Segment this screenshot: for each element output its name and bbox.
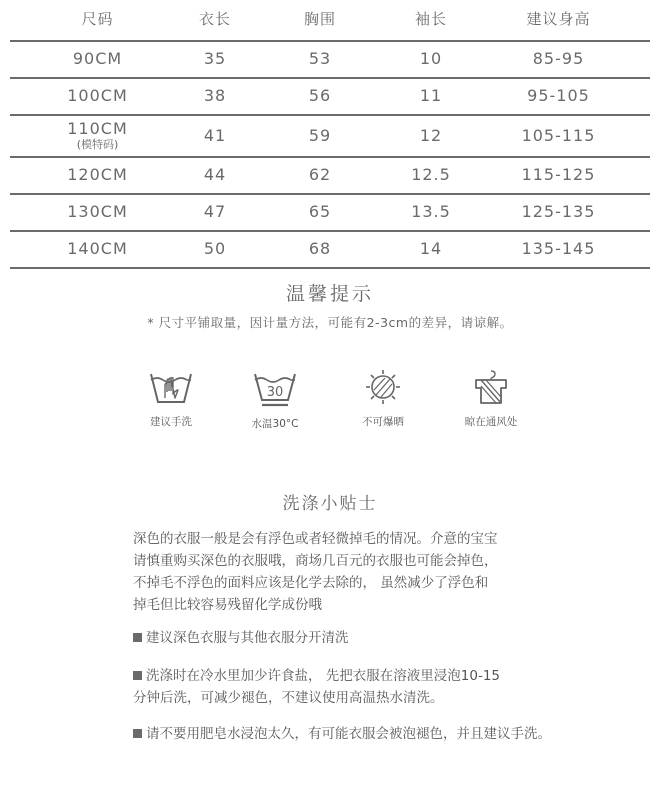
length-cell: 41 — [203, 125, 227, 145]
hand-wash-label: 建议手洗 — [150, 416, 192, 428]
warm-tips-title: 温馨提示 — [285, 283, 374, 305]
measurement-note: * 尺寸平铺取量，因计量方法，可能有2-3cm的差异，请谅解。 — [147, 315, 513, 330]
length-cell: 50 — [203, 239, 227, 259]
no-sun-label: 不可爆晒 — [362, 416, 404, 428]
temp-text: 30 — [266, 385, 284, 400]
hang-dry-shade-icon — [468, 368, 514, 406]
care-item-no-sun — [338, 368, 428, 429]
height-cell: 115-125 — [521, 165, 596, 185]
tip-bullet-salt-soak — [133, 665, 613, 709]
sleeve-cell: 10 — [419, 49, 443, 69]
chest-cell: 65 — [308, 202, 332, 222]
size-cell: 140CM — [67, 239, 128, 259]
table-row — [10, 158, 650, 195]
care-item-hand-wash — [126, 368, 216, 429]
sleeve-cell: 12.5 — [411, 165, 451, 185]
paragraph-line: 请慎重购买深色的衣服哦，商场几百元的衣服也可能会掉色， — [133, 553, 498, 569]
tip-bullet-separate-wash — [133, 627, 613, 649]
header-height: 建议身高 — [526, 10, 591, 29]
bullet-line — [133, 723, 613, 745]
bullet-line: 分钟后洗，可减少褪色，不建议使用高温热水清洗。 — [133, 690, 444, 706]
bullet-square-icon — [133, 671, 142, 680]
model-size-note: (模特码) — [76, 138, 119, 152]
height-cell: 105-115 — [521, 125, 596, 145]
height-cell: 135-145 — [521, 239, 596, 259]
chest-cell: 53 — [308, 49, 332, 69]
sleeve-cell: 14 — [419, 239, 443, 259]
chest-cell: 56 — [308, 86, 332, 106]
sleeve-cell: 11 — [419, 86, 443, 106]
chest-cell: 59 — [308, 125, 332, 145]
length-cell: 47 — [203, 202, 227, 222]
no-sun-drying-icon — [360, 368, 406, 406]
length-cell: 35 — [203, 49, 227, 69]
table-row — [10, 79, 650, 116]
size-cell: 100CM — [67, 86, 128, 106]
chest-cell: 62 — [308, 165, 332, 185]
hand-wash-icon — [148, 368, 194, 406]
table-row — [10, 232, 650, 269]
height-cell: 125-135 — [521, 202, 596, 222]
length-cell: 38 — [203, 86, 227, 106]
water-temp-30-icon — [252, 368, 298, 408]
size-cell — [10, 121, 185, 150]
height-cell: 95-105 — [527, 86, 590, 106]
length-cell: 44 — [203, 165, 227, 185]
header-chest: 胸围 — [303, 10, 336, 29]
paragraph-line: 掉毛但比较容易残留化学成份哦 — [133, 597, 322, 613]
bullet-text: 请不要用肥皂水浸泡太久，有可能衣服会被泡褪色，并且建议手洗。 — [146, 726, 551, 742]
sleeve-cell: 13.5 — [411, 202, 451, 222]
size-table — [10, 0, 650, 269]
bullet-line — [133, 627, 613, 649]
size-cell: 120CM — [67, 165, 128, 185]
care-instructions — [120, 368, 550, 438]
size-value: 110CM — [67, 119, 128, 139]
header-size: 尺码 — [81, 10, 114, 29]
chest-cell: 68 — [308, 239, 332, 259]
table-header-row — [10, 0, 650, 42]
size-cell: 90CM — [72, 49, 123, 69]
care-item-hang-dry — [446, 368, 536, 429]
header-length: 衣长 — [198, 10, 231, 29]
table-row — [10, 116, 650, 158]
bullet-square-icon — [133, 633, 142, 642]
bullet-text: 洗涤时在冷水里加少许食盐， 先把衣服在溶液里浸泡10-15 — [146, 668, 501, 684]
table-row — [10, 195, 650, 232]
care-item-water-temp — [230, 368, 320, 431]
bullet-line — [133, 665, 613, 687]
table-row — [10, 42, 650, 79]
tip-bullet-no-soap-soak — [133, 723, 613, 745]
paragraph-line: 深色的衣服一般是会有浮色或者轻微掉毛的情况。介意的宝宝 — [133, 531, 498, 547]
washing-tips-title: 洗涤小贴士 — [282, 494, 378, 514]
bullet-square-icon — [133, 729, 142, 738]
washing-paragraph — [133, 528, 553, 616]
water-temp-label: 水温30°C — [251, 418, 299, 430]
bullet-text: 建议深色衣服与其他衣服分开清洗 — [146, 630, 349, 646]
sleeve-cell: 12 — [419, 125, 443, 145]
paragraph-line: 不掉毛不浮色的面料应该是化学去除的， 虽然减少了浮色和 — [133, 575, 489, 591]
hang-dry-label: 晾在通风处 — [464, 416, 518, 428]
size-cell: 130CM — [67, 202, 128, 222]
header-sleeve: 袖长 — [414, 10, 447, 29]
height-cell: 85-95 — [532, 49, 585, 69]
